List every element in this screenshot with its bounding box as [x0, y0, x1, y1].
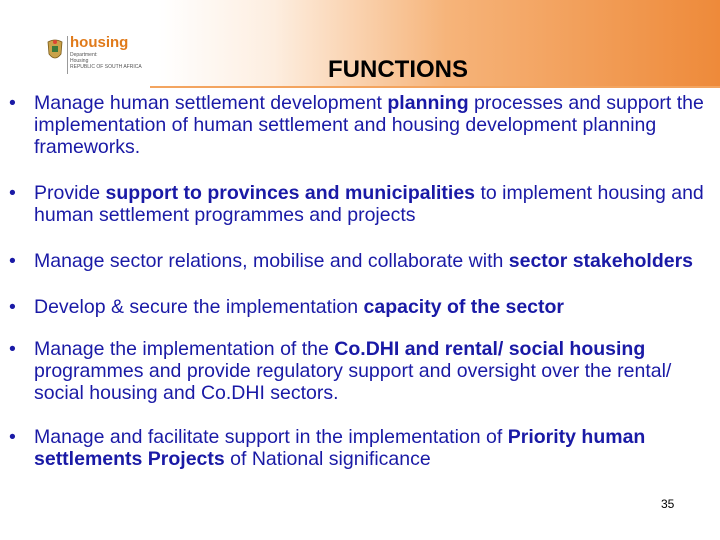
logo-wordmark: housing: [70, 34, 129, 51]
bullet-text: Provide: [34, 182, 106, 204]
bullet-item: [6, 92, 714, 158]
bullet-emphasis: support to provinces and municipalities: [105, 182, 476, 204]
logo-sub-line: Housing: [70, 58, 89, 64]
bullet-emphasis: Co.DHI and rental/ social housing: [334, 338, 646, 360]
bullet-dot: •: [9, 92, 16, 114]
bullet-text: Manage sector relations, mobilise and collaborate with: [34, 250, 509, 272]
logo-sub-line: REPUBLIC OF SOUTH AFRICA: [70, 64, 142, 70]
bullet-item: [6, 250, 714, 272]
bullet-item: [6, 338, 714, 404]
bullet-text: Manage and facilitate support in the implementation of: [34, 426, 508, 448]
bullet-dot: •: [9, 338, 16, 360]
bullet-text: Develop & secure the implementation: [34, 296, 364, 318]
bullet-text: programmes and provide regulatory support and oversight over the rental/ social housing and Co.DHI sectors.: [34, 360, 672, 404]
bullet-dot: •: [9, 296, 16, 318]
bullet-emphasis: capacity of the sector: [363, 296, 564, 318]
slide-title: FUNCTIONS: [328, 56, 468, 83]
bullet-text: processes and support the implementation of human settlement and housing development planning frameworks.: [34, 92, 704, 158]
bullet-dot: •: [9, 250, 16, 272]
bullet-list: [6, 92, 714, 470]
title-rule: [150, 86, 720, 88]
bullet-text: of National significance: [224, 448, 431, 470]
bullet-text: Manage the implementation of the: [34, 338, 335, 360]
page-number: 35: [661, 497, 675, 511]
bullet-item: [6, 426, 714, 470]
bullet-text: Manage human settlement development: [34, 92, 388, 114]
bullet-emphasis: Priority human settlements Projects: [34, 426, 646, 470]
bullet-emphasis: planning: [387, 92, 469, 114]
bullet-item: [6, 182, 714, 226]
logo-sub-line: Department:: [70, 52, 98, 58]
bullet-dot: •: [9, 426, 16, 448]
bullet-dot: •: [9, 182, 16, 204]
bullet-emphasis: sector stakeholders: [508, 250, 694, 272]
bullet-text: to implement housing and human settlement programmes and projects: [34, 182, 704, 226]
bullet-item: [6, 296, 714, 318]
